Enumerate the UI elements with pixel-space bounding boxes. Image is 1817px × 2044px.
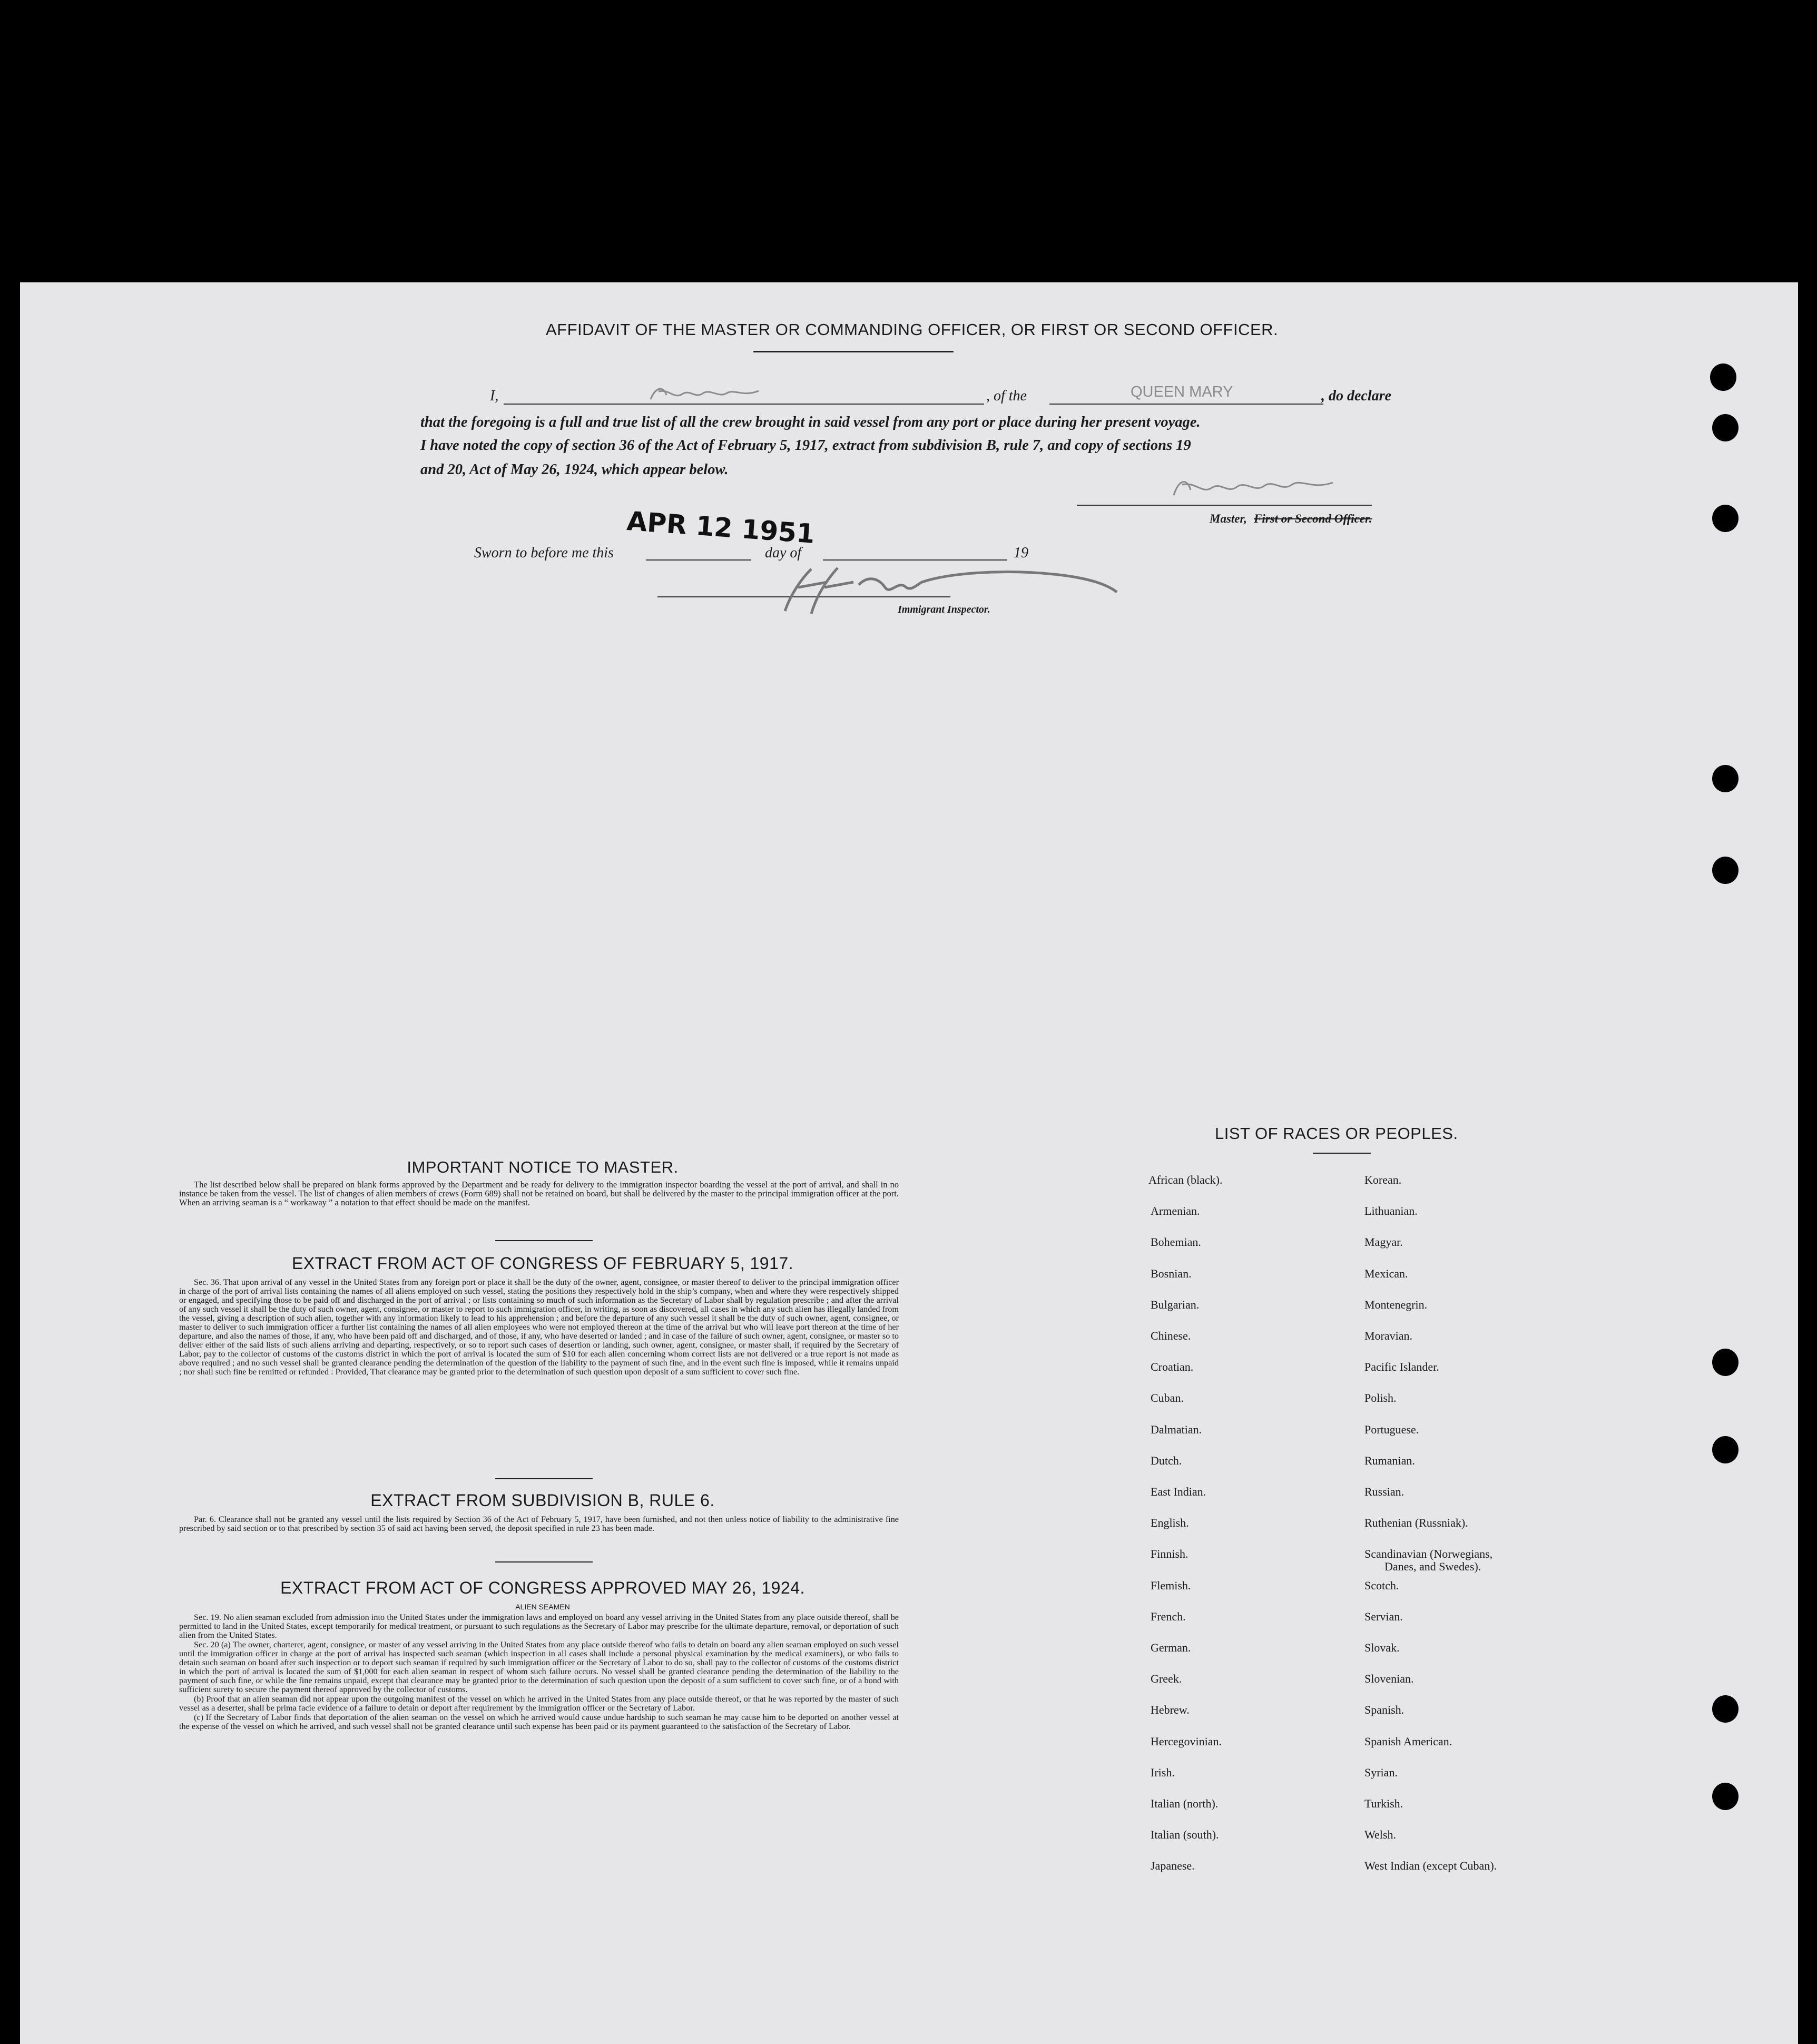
date-stamp: APR 12 1951 — [625, 506, 816, 549]
race-item: Dutch. — [1151, 1453, 1182, 1467]
race-item: Cuban. — [1151, 1391, 1184, 1405]
of-the-label: , of the — [986, 388, 1027, 404]
section-19-text: Sec. 19. No alien seaman excluded from admission into the United States under the immigration laws and employed on board any vessel arriving in the United States from any place outside thereof, shall be permitted to land in the United States, except temporarily for medical treatment, or pursuant to such regulations as the Secretary of Labor may prescribe for the ultimate departure, removal, or deportation of such alien from the United States. — [179, 1613, 899, 1640]
race-item: Slovak. — [1364, 1641, 1400, 1654]
binder-hole — [1712, 857, 1739, 884]
notice-body — [179, 1180, 899, 1207]
race-item: Scotch. — [1364, 1578, 1399, 1592]
sworn-label: Sworn to before me this — [474, 545, 614, 561]
race-item: Portuguese. — [1364, 1422, 1419, 1436]
inspector-label: Immigrant Inspector. — [898, 604, 990, 615]
document-page — [20, 282, 1798, 2044]
notice-title: IMPORTANT NOTICE TO MASTER. — [407, 1158, 679, 1176]
rule-6-title: EXTRACT FROM SUBDIVISION B, RULE 6. — [370, 1491, 715, 1510]
section-divider — [495, 1478, 593, 1479]
race-item: West Indian (except Cuban). — [1364, 1859, 1497, 1873]
race-item: Ruthenian (Russniak). — [1364, 1516, 1468, 1530]
race-item: Spanish. — [1364, 1703, 1405, 1717]
master-label: Master, — [1210, 512, 1247, 525]
struck-officer-label: First or Second Officer. — [1254, 512, 1372, 525]
binder-hole — [1712, 414, 1739, 441]
race-item: German. — [1151, 1641, 1191, 1654]
sworn-day-field[interactable] — [646, 559, 751, 561]
binder-hole — [1712, 1436, 1739, 1463]
extract-1917-body — [179, 1278, 899, 1377]
paragraph-6-text: Par. 6. Clearance shall not be granted any vessel until the lists required by Section 36 of the Act of February 5, 1917, have been furnished, and not then unless notice of liability to the administrative fine prescribed by said section or to that prescribed by section 35 of said act having been served, the deposit specified in rule 23 has been made. — [179, 1515, 899, 1533]
race-scandinavian-continuation: Danes, and Swedes). — [1384, 1560, 1481, 1573]
binder-hole — [1712, 1695, 1739, 1723]
declaration-line-4: and 20, Act of May 26, 1924, which appear below. — [420, 461, 729, 478]
race-item: Italian (south). — [1151, 1828, 1219, 1842]
year-prefix-label: 19 — [1014, 545, 1028, 561]
race-item: Servian. — [1364, 1609, 1403, 1623]
race-item: Irish. — [1151, 1765, 1175, 1779]
extract-1924-title: EXTRACT FROM ACT OF CONGRESS APPROVED MAY 26, 1924. — [280, 1578, 805, 1597]
race-item: Bulgarian. — [1151, 1298, 1200, 1311]
extract-1917-title: EXTRACT FROM ACT OF CONGRESS OF FEBRUARY 5, 1917. — [291, 1254, 794, 1273]
race-item: Armenian. — [1151, 1204, 1200, 1218]
section-divider — [495, 1561, 593, 1563]
rule-6-body — [179, 1515, 899, 1534]
declaration-line-3: I have noted the copy of section 36 of the Act of February 5, 1917, extract from subdivision B, rule 7, and copy of sections 19 — [420, 437, 1191, 454]
notice-paragraph: The list described below shall be prepared on blank forms approved by the Department and be ready for delivery to the immigration inspector boarding the vessel at the port of arrival, and shall in no instance be taken from the vessel. The list of changes of alien members of crews (Form 689) shall not be retained on board, but shall be delivered by the master to the principal immigration officer at the port. When an arriving seaman is a “ workaway ” a notation to that effect should be made on the manifest. — [179, 1180, 899, 1207]
binder-hole — [1712, 1349, 1739, 1376]
declaration-line-2: that the foregoing is a full and true list of all the crew brought in said vessel from any port or place during her present voyage. — [420, 414, 1201, 430]
declarant-signature — [648, 384, 764, 405]
race-item: East Indian. — [1151, 1485, 1206, 1498]
race-item: Pacific Islander. — [1364, 1360, 1439, 1374]
race-item: Bosnian. — [1151, 1266, 1192, 1280]
race-item: Japanese. — [1151, 1859, 1195, 1873]
binder-hole — [1712, 505, 1739, 532]
race-item: Hebrew. — [1151, 1703, 1190, 1717]
day-of-label: day of — [765, 545, 802, 561]
race-item: Polish. — [1364, 1391, 1397, 1405]
binder-hole — [1712, 765, 1739, 792]
race-item: Croatian. — [1151, 1360, 1194, 1374]
race-item: Bohemian. — [1151, 1235, 1201, 1249]
section-20c-text: (c) If the Secretary of Labor finds that deportation of the alien seaman on the vessel on which he arrived would cause undue hardship to such seaman he may cause him to be deported on another vessel at the expense of the vessel on which he arrived, and such vessel shall not be granted clearance until such expense has been paid or its payment guaranteed to the satisfaction of the Secretary of Labor. — [179, 1713, 899, 1731]
race-item: Montenegrin. — [1364, 1298, 1428, 1311]
race-item: Rumanian. — [1364, 1453, 1415, 1467]
affidavit-heading-rule — [753, 351, 954, 352]
section-20a-text: Sec. 20 (a) The owner, charterer, agent, consignee, or master of any vessel arriving in the United States from any place outside thereof who fails to detain on board any alien seaman employed on such vessel until the immigration officer in charge at the port of arrival has inspected such seaman (which inspection in all cases shall include a personal physical examination by the medical examiners), or who fails to detain such seaman on board after such inspection or to deport such seaman if required by such immigration officer or the Secretary of Labor to do so, shall pay to the collector of customs of the customs district in which the port of arrival is located the sum of $1,000 for each alien seaman in respect of whom such failure occurs. No vessel shall be granted clearance pending the determination of the liability to the payment of such fine, or while the fine remains unpaid, except that clearance may be granted prior to the determination of such question upon the deposit of a sum sufficient to cover such fine, or of a bond with sufficient surety to secure the payment thereof approved by the collector of customs. — [179, 1640, 899, 1694]
race-item: Lithuanian. — [1364, 1204, 1418, 1218]
race-item: Magyar. — [1364, 1235, 1403, 1249]
race-item: French. — [1151, 1609, 1186, 1623]
master-signature-field[interactable] — [1077, 505, 1372, 506]
do-declare-label: , do declare — [1321, 388, 1391, 404]
race-item: Spanish American. — [1364, 1734, 1452, 1748]
race-item: Slovenian. — [1364, 1672, 1414, 1686]
race-item: Italian (north). — [1151, 1797, 1219, 1810]
race-item: Greek. — [1151, 1672, 1182, 1686]
race-item: Russian. — [1364, 1485, 1405, 1498]
race-item: Mexican. — [1364, 1266, 1408, 1280]
declarant-prefix: I, — [490, 388, 499, 404]
race-item: Chinese. — [1151, 1329, 1191, 1342]
section-divider — [495, 1240, 593, 1241]
extract-1924-body — [179, 1613, 899, 1732]
binder-hole — [1710, 363, 1736, 391]
vessel-name: QUEEN MARY — [1131, 384, 1233, 400]
vessel-field[interactable] — [1049, 404, 1323, 405]
master-signature — [1170, 474, 1338, 502]
race-item: Dalmatian. — [1151, 1422, 1202, 1436]
race-item: Scandinavian (Norwegians, — [1364, 1547, 1493, 1561]
race-item: Flemish. — [1151, 1578, 1191, 1592]
race-item: Korean. — [1364, 1173, 1402, 1186]
section-36-text: Sec. 36. That upon arrival of any vessel in the United States from any foreign port or place it shall be the duty of the owner, agent, consignee, or master thereof to deliver to the principal immigration officer in charge of the port of arrival lists containing the names of all aliens employed on such vessel, stating the positions they respectively hold in the ship’s company, when and where they were respectively shipped or engaged, and specifying those to be paid off and discharged in the port of arrival ; or lists containing so much of such information as the Secretary of Labor shall by regulation prescribe ; and after the arrival of any such vessel it shall be the duty of such owner, agent, consignee, or master to report to such immigration officer, in writing, as soon as discovered, all cases in which any such alien has illegally landed from the vessel, giving a description of such alien, together with any information likely to lead to his apprehension ; and before the departure of any such vessel it shall be the duty of such owner, agent, consignee, or master to deliver to such immigration officer a further list containing the names of all alien employees who were not employed thereon at the time of the arrival but who will leave port thereon at the time of her departure, and also the names of those, if any, who have been paid off and discharged, and of those, if any, who have deserted or landed ; and in case of the failure of such owner, agent, consignee, or master so to deliver either of the said lists of such aliens arriving and departing, respectively, or so to report such cases of desertion or landing, such owner, agent, consignee, or master shall, if required by the Secretary of Labor, pay to the collector of customs of the customs district in which the port of arrival is located the sum of $10 for each alien concerning whom correct lists are not delivered or a true report is not made as above required ; and no such vessel shall be granted clearance pending the determination of the question of the liability to the payment of such fine, and in the event such fine is imposed, while it remains unpaid ; nor shall such fine be remitted or refunded : Provided, That clearance may be granted prior to the determination of such question upon deposit of a sum sufficient to cover such fine. — [179, 1278, 899, 1377]
race-item: Turkish. — [1364, 1797, 1403, 1810]
race-item: Syrian. — [1364, 1765, 1398, 1779]
races-title: LIST OF RACES OR PEOPLES. — [1215, 1124, 1458, 1143]
race-item: Hercegovinian. — [1151, 1734, 1222, 1748]
race-item: Finnish. — [1151, 1547, 1189, 1561]
race-item: English. — [1151, 1516, 1189, 1530]
race-item: Moravian. — [1364, 1329, 1413, 1342]
bleed-through-text — [369, 350, 1659, 377]
affidavit-heading: AFFIDAVIT OF THE MASTER OR COMMANDING OFFICER, OR FIRST OR SECOND OFFICER. — [546, 320, 1279, 339]
section-20b-text: (b) Proof that an alien seaman did not appear upon the outgoing manifest of the vessel on which he arrived in the United States from any place outside thereof, or that he was reported by the master of such vessel as a deserter, shall be prima facie evidence of a failure to detain or deport after requirement by the immigration officer or the Secretary of Labor. — [179, 1694, 899, 1713]
race-item: Welsh. — [1364, 1828, 1396, 1842]
binder-hole — [1712, 1783, 1739, 1810]
alien-seamen-subtitle: ALIEN SEAMEN — [515, 1603, 570, 1611]
race-item: African (black). — [1148, 1173, 1223, 1186]
races-title-rule — [1313, 1153, 1371, 1154]
